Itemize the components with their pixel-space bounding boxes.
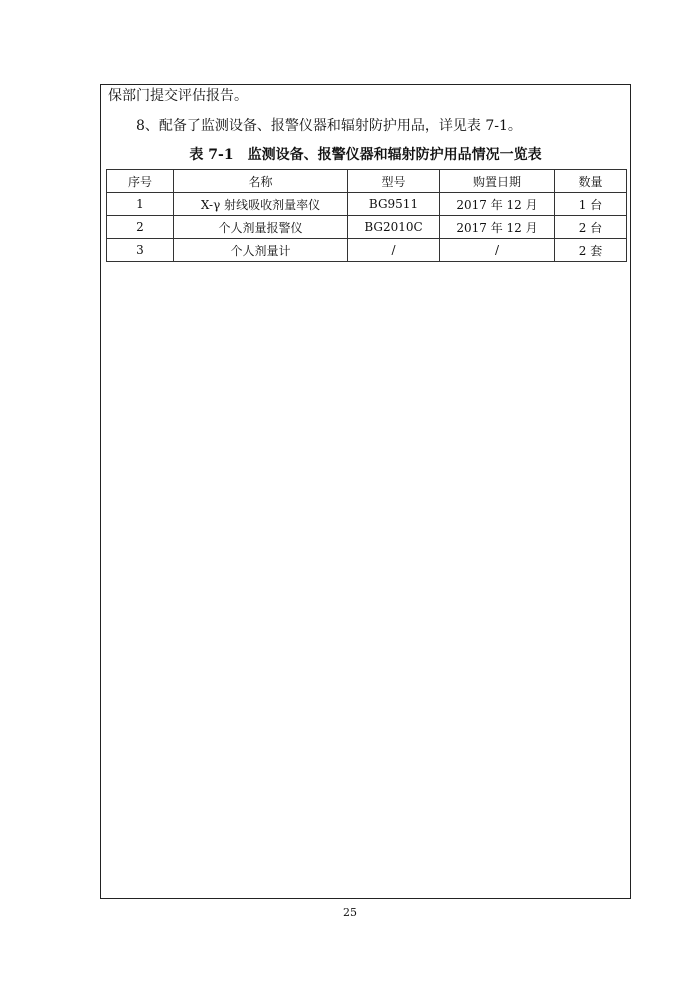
cell-purchase-date: 2017 年 12 月	[440, 193, 555, 216]
header-model: 型号	[348, 170, 440, 193]
paragraph-line-2: 8、配备了监测设备、报警仪器和辐射防护用品，详见表 7-1。	[136, 118, 522, 134]
table-row	[107, 193, 627, 216]
header-purchase-date: 购置日期	[440, 170, 555, 193]
header-serial: 序号	[107, 170, 174, 193]
paragraph-line-1: 保部门提交评估报告。	[108, 88, 248, 104]
table-header-row	[107, 170, 627, 193]
cell-name: X-γ 射线吸收剂量率仪	[174, 193, 348, 216]
cell-serial: 1	[107, 193, 174, 216]
cell-quantity: 1 台	[555, 193, 627, 216]
cell-model: BG2010C	[348, 216, 440, 239]
cell-name: 个人剂量计	[174, 239, 348, 262]
equipment-table	[106, 169, 627, 262]
page-number: 25	[343, 906, 357, 919]
cell-serial: 3	[107, 239, 174, 262]
cell-quantity: 2 套	[555, 239, 627, 262]
cell-name: 个人剂量报警仪	[174, 216, 348, 239]
cell-model: /	[348, 239, 440, 262]
header-name: 名称	[174, 170, 348, 193]
cell-model: BG9511	[348, 193, 440, 216]
table-row	[107, 239, 627, 262]
cell-purchase-date: /	[440, 239, 555, 262]
header-quantity: 数量	[555, 170, 627, 193]
cell-quantity: 2 台	[555, 216, 627, 239]
cell-serial: 2	[107, 216, 174, 239]
table-caption: 表 7-1 监测设备、报警仪器和辐射防护用品情况一览表	[189, 147, 542, 163]
cell-purchase-date: 2017 年 12 月	[440, 216, 555, 239]
table-row	[107, 216, 627, 239]
